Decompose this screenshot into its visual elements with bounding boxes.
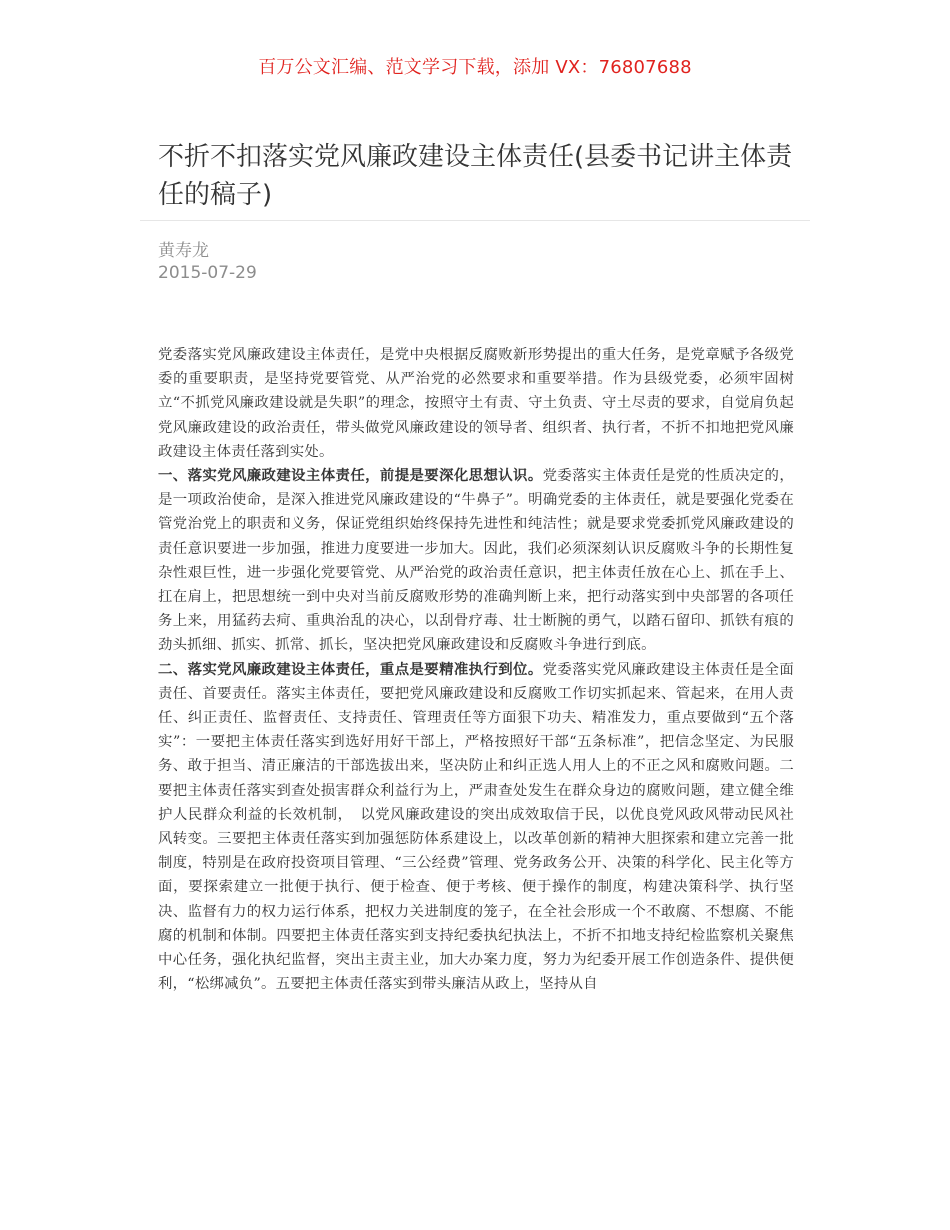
section-paragraph-2	[158, 658, 794, 997]
section-paragraph-1	[158, 464, 794, 658]
article-body	[158, 343, 794, 996]
section-text-1: 党委落实主体责任是党的性质决定的，是一项政治使命，是深入推进党风廉政建设的“牛鼻子”。明确党委的主体责任，就是要强化党委在管党治党上的职责和义务，保证党组织始终保持先进性和纯洁性；就是要求党委抓党风廉政建设的责任意识要进一步加强，推进力度要进一步加大。因此，我们必须深刻认识反腐败斗争的长期性复杂性艰巨性，进一步强化党要管党、从严治党的政治责任意识，把主体责任放在心上、抓在手上、扛在肩上，把思想统一到中央对当前反腐败形势的准确判断上来，把行动落实到中央部署的各项任务上来，用猛药去疴、重典治乱的决心，以刮骨疗毒、壮士断腕的勇气，以踏石留印、抓铁有痕的劲头抓细、抓实、抓常、抓长，坚决把党风廉政建设和反腐败斗争进行到底。	[158, 468, 794, 654]
title-divider	[140, 220, 810, 221]
publish-date: 2015-07-29	[158, 263, 257, 283]
article-title: 不折不扣落实党风廉政建设主体责任(县委书记讲主体责任的稿子)	[158, 142, 793, 210]
section-text-2: 党委落实党风廉政建设主体责任是全面责任、首要责任。落实主体责任，要把党风廉政建设和反腐败工作切实抓起来、管起来，在用人责任、纠正责任、监督责任、支持责任、管理责任等方面狠下功夫、精准发力，重点要做到“五个落实”：一要把主体责任落实到选好用好干部上，严格按照好干部“五条标准”，把信念坚定、为民服务、敢于担当、清正廉洁的干部选拔出来，坚决防止和纠正选人用人上的不正之风和腐败问题。二要把主体责任落实到查处损害群众利益行为上，严肃查处发生在群众身边的腐败问题，建立健全维护人民群众利益的长效机制， 以党风廉政建设的突出成效取信于民，以优良党风政风带动民风社风转变。三要把主体责任落实到加强惩防体系建设上，以改革创新的精神大胆探索和建立完善一批制度，特别是在政府投资项目管理、“三公经费”管理、党务政务公开、决策的科学化、民主化等方面，要探索建立一批便于执行、便于检查、便于考核、便于操作的制度，构建决策科学、执行坚决、监督有力的权力运行体系，把权力关进制度的笼子，在全社会形成一个不敢腐、不想腐、不能腐的机制和体制。四要把主体责任落实到支持纪委执纪执法上，不折不扣地支持纪检监察机关聚焦中心任务，强化执纪监督，突出主责主业，加大办案力度，努力为纪委开展工作创造条件、提供便利，“松绑减负”。五要把主体责任落实到带头廉洁从政上，坚持从自	[158, 661, 794, 993]
section-heading-1: 一、落实党风廉政建设主体责任，前提是要深化思想认识。	[158, 467, 543, 485]
section-heading-2: 二、落实党风廉政建设主体责任，重点是要精准执行到位。	[158, 660, 543, 678]
author-name: 黄寿龙	[158, 241, 209, 261]
watermark-banner: 百万公文汇编、范文学习下载，添加 VX：76807688	[258, 57, 692, 78]
intro-paragraph: 党委落实党风廉政建设主体责任，是党中央根据反腐败新形势提出的重大任务，是党章赋予各级党委的重要职责，是坚持党要管党、从严治党的必然要求和重要举措。作为县级党委，必须牢固树立“不抓党风廉政建设就是失职”的理念，按照守土有责、守土负责、守土尽责的要求，自觉肩负起党风廉政建设的政治责任，带头做党风廉政建设的领导者、组织者、执行者，不折不扣地把党风廉政建设主体责任落到实处。	[158, 347, 794, 460]
